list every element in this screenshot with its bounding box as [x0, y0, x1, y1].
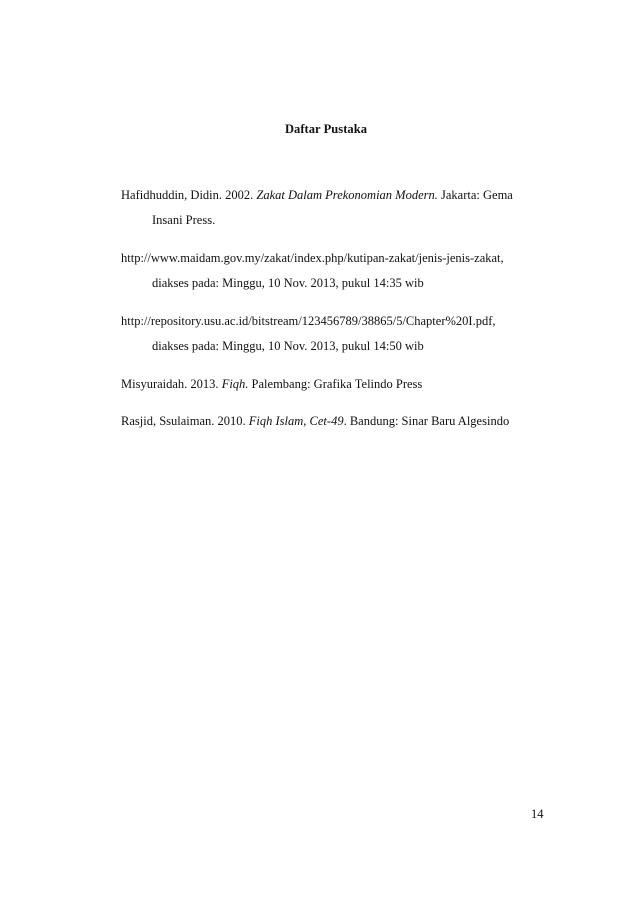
- page-number: 14: [531, 807, 544, 821]
- reference-access-date: diakses pada: Minggu, 10 Nov. 2013, pukul 14:50 wib: [152, 339, 424, 353]
- reference-publisher: Jakarta: Gema: [437, 188, 513, 202]
- reference-access-date: diakses pada: Minggu, 10 Nov. 2013, pukul 14:35 wib: [152, 276, 424, 290]
- reference-usu-url: [121, 309, 549, 359]
- reference-continuation: Insani Press.: [152, 213, 216, 227]
- reference-author-year: Hafidhuddin, Didin. 2002.: [121, 188, 257, 202]
- reference-publisher: . Bandung: Sinar Baru Algesindo: [343, 414, 510, 428]
- reference-url: http://www.maidam.gov.my/zakat/index.php/kutipan-zakat/jenis-jenis-zakat,: [121, 251, 504, 265]
- reference-line: [121, 183, 549, 208]
- reference-title: Fiqh Islam, Cet-49: [248, 414, 344, 428]
- reference-publisher: Palembang: Grafika Telindo Press: [248, 377, 423, 391]
- reference-url: http://repository.usu.ac.id/bitstream/123456789/38865/5/Chapter%20I.pdf,: [121, 314, 496, 328]
- reference-hafidhuddin: [121, 183, 549, 233]
- reference-misyuraidah: [121, 372, 549, 397]
- reference-title: Zakat Dalam Prekonomian Modern.: [256, 188, 438, 202]
- reference-maidam-url: [121, 246, 549, 296]
- page-title: Daftar Pustaka: [284, 122, 368, 136]
- reference-rasjid: [121, 409, 549, 434]
- reference-title: Fiqh.: [221, 377, 249, 391]
- reference-line: [121, 372, 549, 397]
- reference-author-year: Misyuraidah. 2013.: [121, 377, 222, 391]
- reference-list: [121, 183, 549, 434]
- reference-author-year: Rasjid, Ssulaiman. 2010.: [121, 414, 249, 428]
- reference-line: [121, 409, 549, 434]
